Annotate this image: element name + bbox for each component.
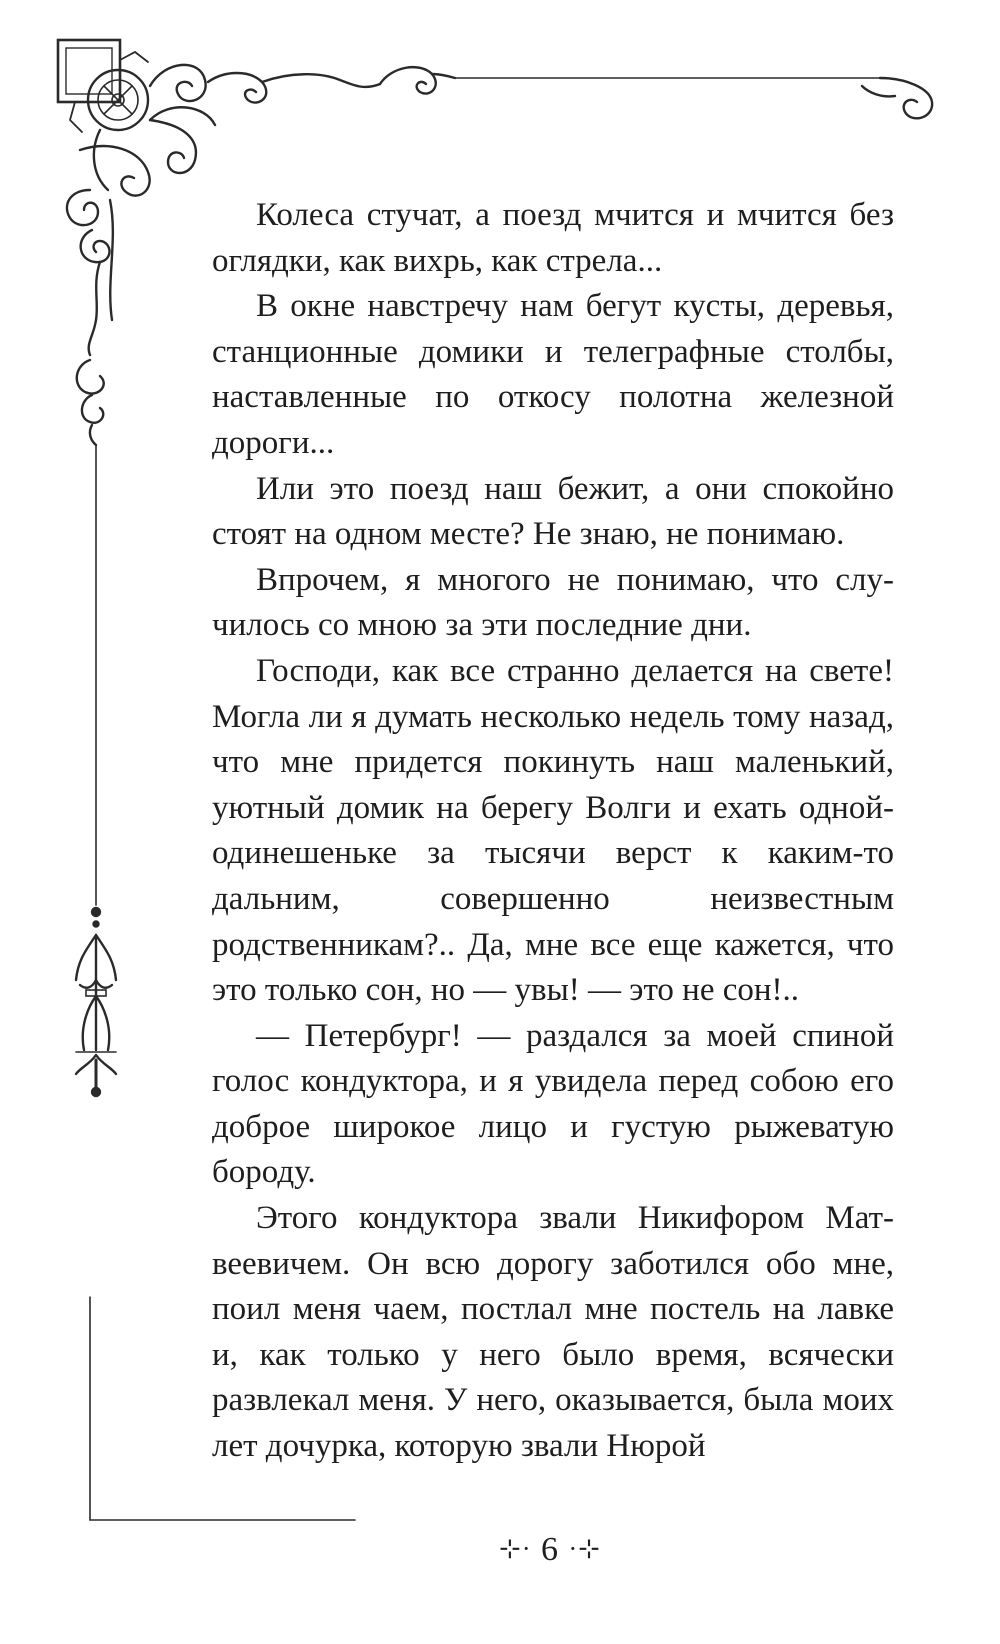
folio-ornament-right-icon: ·⊹ (568, 1534, 601, 1563)
page-number-footer (0, 1531, 1000, 1569)
paragraph-4: Впрочем, я многого не понимаю, что случилось со мною за эти последние дни. (212, 561, 894, 644)
right-end-curl-icon (862, 78, 932, 118)
body-text (212, 193, 894, 1470)
paragraph-3: Или это поезд наш бежит, а они спокойно стоят на одном месте? Не знаю, не понимаю. (212, 470, 894, 553)
left-side-ornament-icon (76, 908, 116, 1096)
paragraph-1: Колеса стучат, а поезд мчится и мчится без оглядки, как вихрь, как стрела... (212, 197, 894, 279)
paragraph-2: В окне навстречу нам бегут кусты, деревья, станционные домики и телеграфные столбы, наставленные по откосу полотна железной дороги... (212, 288, 894, 461)
paragraph-7: Этого кондуктора звали Никифором Матвеевичем. Он всю дорогу заботился обо мне, поил меня чаем, постлал мне постель на лавке и, как только у него было время, всячески развлекал меня. У него, оказывается, была моих лет дочурка, которую звали Нюрой (212, 1200, 894, 1465)
page-number: 6 (541, 1531, 559, 1568)
paragraph-6: — Петербург! — раздался за моей спиной голос кондуктора, и я увидела перед собою его доброе широкое лицо и густую рыжеватую бороду. (212, 1017, 894, 1191)
paragraph-5: Господи, как все странно делается на свете! Могла ли я думать несколько недель тому назад, что мне придется покинуть наш маленький, уютный домик на берегу Волги и ехать одной-одинешеньке за тысячи верст к каким-то дальним, совершенно неизвестным родственникам?.. Да, мне все еще кажется, что это только сон, но — увы! — это не сон!.. (212, 652, 894, 1009)
folio-ornament-left-icon: ⊹· (499, 1534, 532, 1563)
